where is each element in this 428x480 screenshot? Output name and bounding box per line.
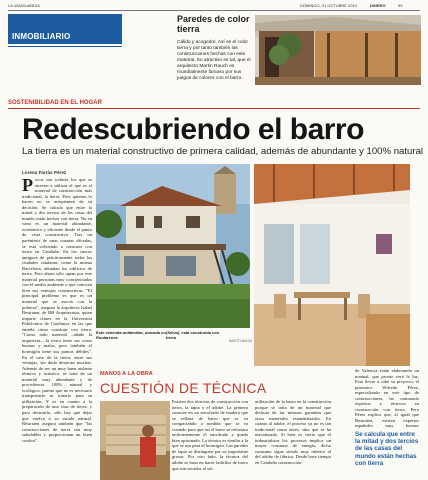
photo1-credit: BASOTI MAGIA [229,339,252,343]
headline: Redescubriendo el barro [22,113,364,146]
house-exterior-photo [96,164,250,328]
article-column-4: de Valencia están elaborando un manual, que pronto verá la luz. Para llevar a cabo su proyecto, el promotor Wifredo Pérez, especializado en este tipo de construcciones, ha contratado expertos y técnicos en construcción con tierra. Pero Pérez explica que, al igual que Bestraten, existen expertos españoles muy buenos [355,368,419,428]
interior-photo [254,164,410,366]
pullquote: Se calcula que entre la mitad y dos tercios de las casas del mundo están hechas con tierra [355,431,419,467]
section-underline [8,46,122,47]
section-label: INMOBILIARIO [12,32,71,41]
teaser-body: Cálido y acogedor. Así es el color tierra y por tanto también las construcciones hechas con este material. Su atractivo es tal, que el arquitecto Martin Rauch es mundialmente famoso por sus juegos de colores con el barro. [177,40,251,81]
photo1-caption-title: Este vivienda unifamiliar, ubicada en Riudarenes [96,330,166,340]
photo1-caption [96,331,166,341]
subhead: La tierra es un material constructivo de primera calidad, además de abundante y 100% natural [22,146,424,157]
header-section: DINERO [370,3,386,8]
sidebar-column-a: Existen dos técnicas de construcción con tierra, la tapia y el adobe. La primera consiste en un encofrado de madera que se rellena de barro que se va compactando a medida que se va creando para que así el barro se reforzara uniformemente el encofrado y queda bien apisonado. La técnica es similar a la que se usa para el hormigón. Las paredes de tapia se distinguen por su importante grosor. Por otro lado, la técnica del adobe se basa en hacer ladrillos de barro que son secados al sol. [172,399,248,471]
photo1-caption-title-2: (Selva), está construida con tierra [166,330,220,340]
photo1-caption-2 [166,331,228,341]
article-column-1 [22,177,92,480]
builder-photo [100,401,255,480]
article-kicker: SOSTENIBILIDAD EN EL HOGAR [8,100,102,106]
header-page: 59 [398,3,403,8]
sidebar-kicker: MANOS A LA OBRA [100,371,153,377]
sidebar-title: CUESTIÓN DE TÉCNICA [100,380,267,396]
section-tab [8,14,122,44]
column-1-text: ocos son todavía los que se atreven a utilizar el que es el material de construcción más tradicional, la tierra. Pero quienes lo hacen no se arrepienten de su decisión. Se calcula que entre la mitad y dos tercios de las casas del mundo están hechas con tierra. No en vano es un material abundante, económico y eficiente desde el punto de vista constructivo. Tras un paréntesis de unas cuantas décadas, se está volviendo a construir con tierra en Cataluña. En los cascos antiguos de prácticamente todas las ciudades catalanas, como la misma Barcelona, abundan los edificios de tierra. Pero ahora sólo optan por este material personas muy concienciadas con el medio ambiente o que conocen bien sus ventajas constructivas. "El principal problema es que es un material que se asocia con la pobreza", asegura la arquitecta Isabel Bestraten, de BH Arquitectura, quien imparte clases en la Universitat Politècnica de Catalunya en las que enseña cómo construir con tierra. "Como todo material –añade la arquitecta–, la tierra tiene sus cosas buenas y malas, pero también el hormigón tiene sus puntos débiles". En el caso de la tierra, entre sus ventajas, sin duda destacan muchas. Además de ser un muy buen aislante térmico y acústico, se trata de un material muy abundante y de procedencia 100% natural y ecológico, puesto que no es necesario transportarlo ni tratarlo para su utilización. Y es en cuanto a la preparación de una casa de tierra, y para destruirlo, sólo hay que dejar que vuelva a su estado natural. Bestraten asegura también que "las construcciones de tierra son muy saludables y proporcionan un buen confort". [22,177,92,443]
dropcap: P [22,177,33,195]
teaser-photo [255,15,421,85]
kicker-rule [8,108,420,109]
sidebar-column-b: utilización de la barro en la construcción porque se trata de un material que disfruta de las mismas garantías que otros materiales estandarizados. En cuanto al adobe, el proceso ya no es tan tradicional como antes, sino que se ha mecanizado. Si bien es cierto que el industrializar los procesos implica un mayor consumo de energía, dicho consumo sigue siendo muy inferior al del adobe de fábrica. Desde hace tiempo en Cataluña construcción. [255,399,331,466]
teaser-title: Paredes de color tierra [177,14,250,34]
header-left: LA VANGUARDIA [8,3,40,8]
header-date: DOMINGO, 31 OCTUBRE 2010 [300,3,357,8]
running-header [8,3,420,11]
byline: Lorena Farràs Pérez [22,170,67,175]
